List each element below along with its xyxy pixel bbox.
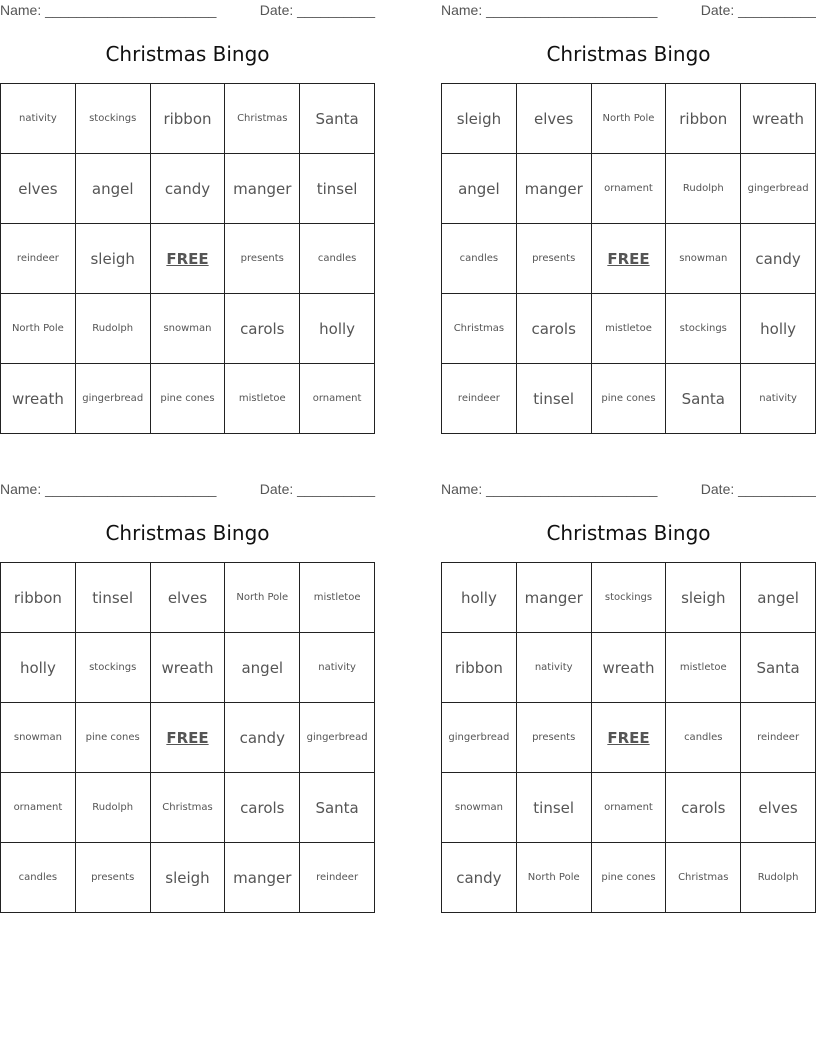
bingo-cell: Christmas	[225, 84, 300, 154]
free-space: FREE	[591, 703, 666, 773]
bingo-cell: angel	[75, 154, 150, 224]
bingo-cell: reindeer	[1, 224, 76, 294]
bingo-grid	[0, 562, 375, 913]
bingo-cell: North Pole	[225, 563, 300, 633]
bingo-cell: nativity	[300, 633, 375, 703]
grid-row	[442, 563, 816, 633]
free-space: FREE	[150, 703, 225, 773]
grid-row	[1, 773, 375, 843]
bingo-cell: candy	[442, 843, 517, 913]
bingo-cell: snowman	[666, 224, 741, 294]
bingo-cell: candy	[225, 703, 300, 773]
bingo-cell: nativity	[741, 364, 816, 434]
bingo-cell: manger	[516, 154, 591, 224]
grid-row	[1, 703, 375, 773]
bingo-cell: stockings	[666, 294, 741, 364]
name-field: Name: ______________________	[0, 481, 217, 497]
bingo-cell: candles	[300, 224, 375, 294]
bingo-cell: gingerbread	[75, 364, 150, 434]
grid-row	[1, 364, 375, 434]
bingo-cell: holly	[300, 294, 375, 364]
bingo-cell: presents	[225, 224, 300, 294]
bingo-cell: Christmas	[666, 843, 741, 913]
bingo-cell: snowman	[150, 294, 225, 364]
bingo-cell: candles	[1, 843, 76, 913]
bingo-cell: elves	[741, 773, 816, 843]
bingo-cell: gingerbread	[442, 703, 517, 773]
date-field: Date: __________	[700, 2, 816, 18]
bingo-cell: presents	[75, 843, 150, 913]
free-space: FREE	[150, 224, 225, 294]
grid-row	[1, 154, 375, 224]
bingo-cell: Rudolph	[75, 294, 150, 364]
bingo-cell: manger	[225, 154, 300, 224]
bingo-cell: mistletoe	[300, 563, 375, 633]
grid-row	[442, 633, 816, 703]
bingo-cell: mistletoe	[225, 364, 300, 434]
bingo-cell: holly	[1, 633, 76, 703]
bingo-cell: tinsel	[516, 364, 591, 434]
bingo-cell: candy	[150, 154, 225, 224]
card-title: Christmas Bingo	[105, 42, 270, 66]
bingo-cell: North Pole	[1, 294, 76, 364]
bingo-cell: snowman	[1, 703, 76, 773]
grid-row	[442, 84, 816, 154]
bingo-cell: wreath	[1, 364, 76, 434]
grid-row	[1, 294, 375, 364]
bingo-cell: nativity	[1, 84, 76, 154]
bingo-cell: ribbon	[666, 84, 741, 154]
bingo-cell: Christmas	[442, 294, 517, 364]
bingo-cell: wreath	[591, 633, 666, 703]
bingo-cell: holly	[442, 563, 517, 633]
grid-row	[442, 703, 816, 773]
bingo-cell: ribbon	[150, 84, 225, 154]
name-field: Name: ______________________	[0, 2, 217, 18]
bingo-cell: tinsel	[516, 773, 591, 843]
name-field: Name: ______________________	[441, 2, 658, 18]
bingo-cell: pine cones	[591, 843, 666, 913]
card-title: Christmas Bingo	[546, 521, 711, 545]
card-header	[441, 2, 816, 22]
bingo-cell: gingerbread	[300, 703, 375, 773]
grid-row	[442, 154, 816, 224]
bingo-cell: ornament	[300, 364, 375, 434]
bingo-cell: pine cones	[150, 364, 225, 434]
bingo-grid	[441, 83, 816, 434]
bingo-cell: carols	[225, 294, 300, 364]
name-field: Name: ______________________	[441, 481, 658, 497]
bingo-grid	[0, 83, 375, 434]
bingo-cell: Santa	[666, 364, 741, 434]
bingo-cell: North Pole	[516, 843, 591, 913]
bingo-cell: sleigh	[666, 563, 741, 633]
bingo-cell: elves	[150, 563, 225, 633]
bingo-cell: elves	[1, 154, 76, 224]
date-field: Date: __________	[259, 481, 375, 497]
bingo-cell: Rudolph	[741, 843, 816, 913]
card-header	[0, 2, 375, 22]
bingo-cell: reindeer	[300, 843, 375, 913]
bingo-cell: angel	[741, 563, 816, 633]
card-header	[441, 481, 816, 501]
bingo-cell: sleigh	[75, 224, 150, 294]
bingo-cell: presents	[516, 703, 591, 773]
bingo-cell: ornament	[591, 154, 666, 224]
grid-row	[442, 843, 816, 913]
grid-row	[1, 224, 375, 294]
bingo-cell: angel	[442, 154, 517, 224]
bingo-cell: Santa	[741, 633, 816, 703]
bingo-cell: reindeer	[741, 703, 816, 773]
bingo-cell: stockings	[75, 84, 150, 154]
bingo-cell: Rudolph	[75, 773, 150, 843]
bingo-cell: Santa	[300, 84, 375, 154]
bingo-cell: angel	[225, 633, 300, 703]
free-space: FREE	[591, 224, 666, 294]
grid-row	[1, 633, 375, 703]
grid-row	[442, 224, 816, 294]
bingo-cell: mistletoe	[591, 294, 666, 364]
grid-row	[1, 843, 375, 913]
bingo-cell: candy	[741, 224, 816, 294]
bingo-cell: nativity	[516, 633, 591, 703]
date-field: Date: __________	[259, 2, 375, 18]
grid-row	[1, 84, 375, 154]
bingo-cell: wreath	[150, 633, 225, 703]
card-title: Christmas Bingo	[105, 521, 270, 545]
grid-row	[1, 563, 375, 633]
bingo-cell: candles	[666, 703, 741, 773]
grid-row	[442, 364, 816, 434]
bingo-cell: mistletoe	[666, 633, 741, 703]
bingo-cell: manger	[516, 563, 591, 633]
bingo-cell: carols	[225, 773, 300, 843]
bingo-cell: stockings	[591, 563, 666, 633]
bingo-cell: snowman	[442, 773, 517, 843]
bingo-grid	[441, 562, 816, 913]
bingo-cell: Christmas	[150, 773, 225, 843]
bingo-cell: ribbon	[1, 563, 76, 633]
bingo-cell: carols	[516, 294, 591, 364]
bingo-cell: tinsel	[300, 154, 375, 224]
bingo-cell: carols	[666, 773, 741, 843]
bingo-cell: reindeer	[442, 364, 517, 434]
grid-row	[442, 773, 816, 843]
bingo-cell: stockings	[75, 633, 150, 703]
date-field: Date: __________	[700, 481, 816, 497]
bingo-cell: ornament	[591, 773, 666, 843]
bingo-cell: sleigh	[442, 84, 517, 154]
bingo-cell: presents	[516, 224, 591, 294]
card-title: Christmas Bingo	[546, 42, 711, 66]
bingo-cell: gingerbread	[741, 154, 816, 224]
bingo-cell: sleigh	[150, 843, 225, 913]
bingo-cell: elves	[516, 84, 591, 154]
bingo-cell: candles	[442, 224, 517, 294]
bingo-cell: holly	[741, 294, 816, 364]
bingo-cell: pine cones	[75, 703, 150, 773]
bingo-cell: North Pole	[591, 84, 666, 154]
bingo-cell: manger	[225, 843, 300, 913]
grid-row	[442, 294, 816, 364]
bingo-cell: ribbon	[442, 633, 517, 703]
bingo-cell: ornament	[1, 773, 76, 843]
bingo-cell: pine cones	[591, 364, 666, 434]
bingo-cell: tinsel	[75, 563, 150, 633]
card-header	[0, 481, 375, 501]
bingo-cell: Rudolph	[666, 154, 741, 224]
bingo-cell: wreath	[741, 84, 816, 154]
bingo-cell: Santa	[300, 773, 375, 843]
